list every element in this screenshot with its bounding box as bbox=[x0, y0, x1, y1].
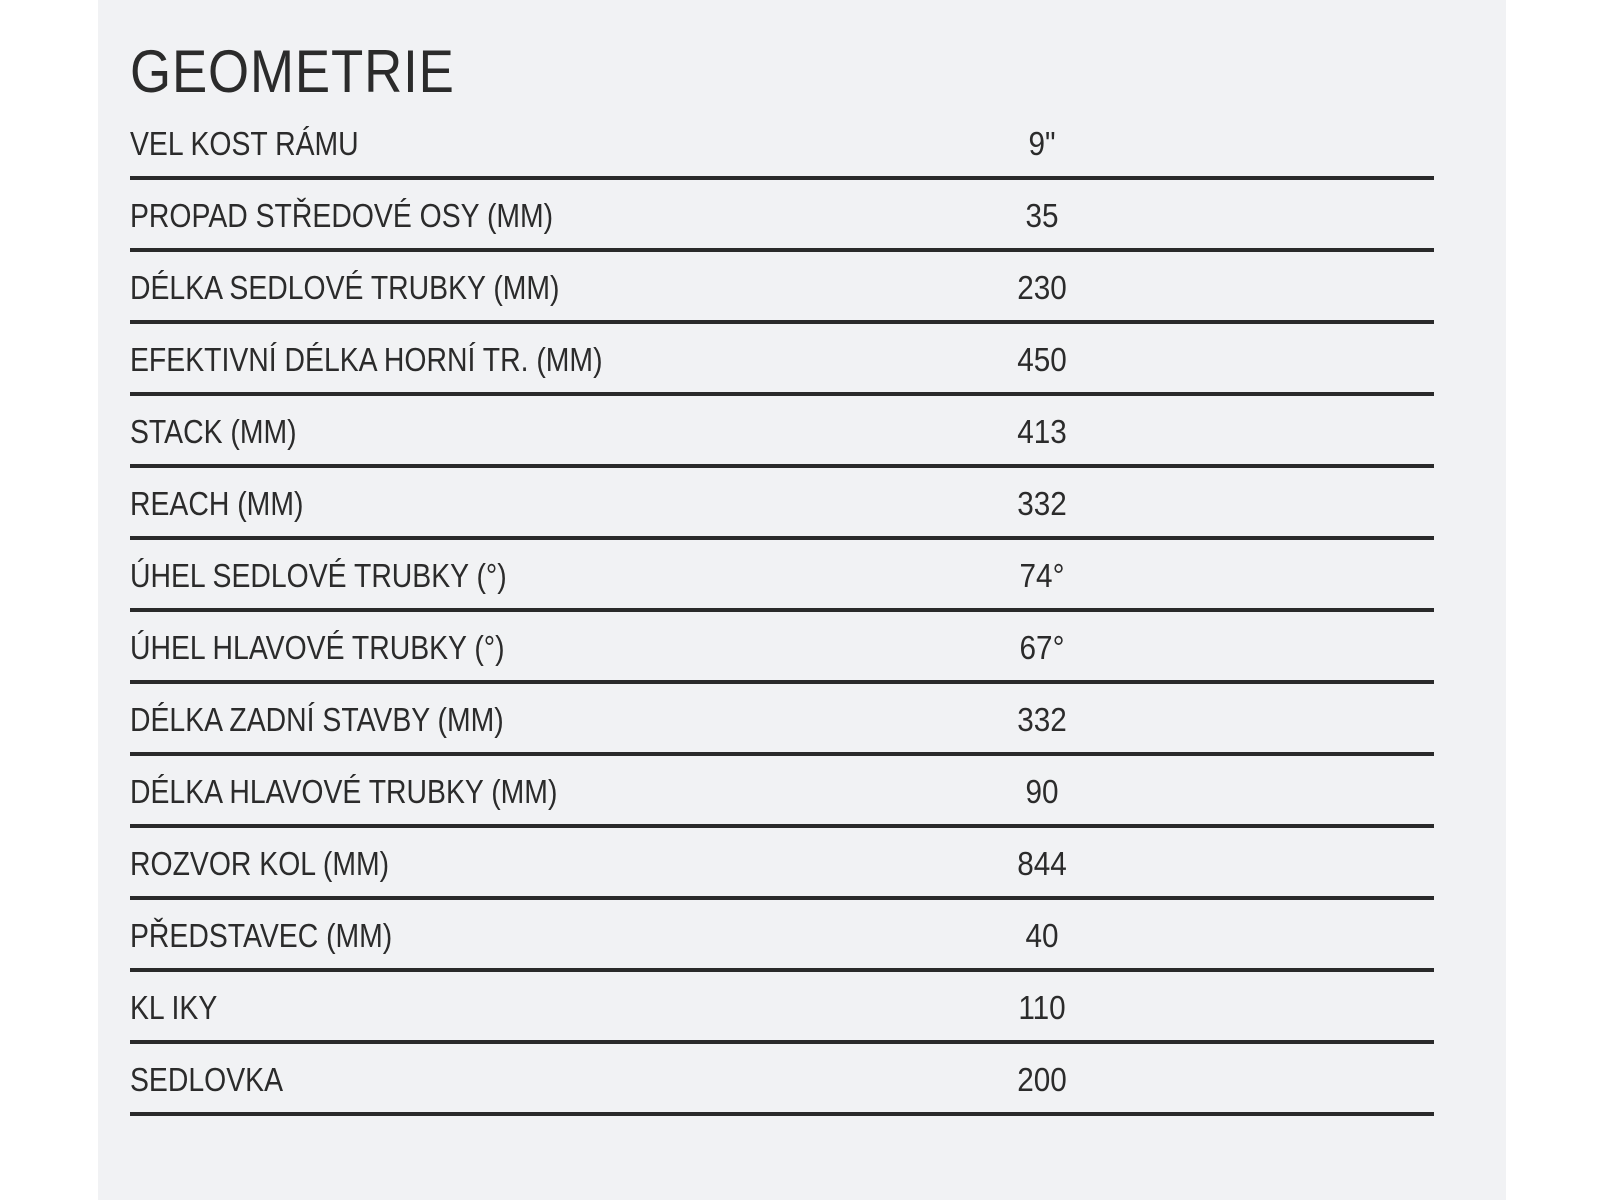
page-title: GEOMETRIE bbox=[130, 38, 455, 105]
table-row: STACK (MM) 413 bbox=[130, 396, 1434, 468]
table-row: DÉLKA ZADNÍ STAVBY (MM) 332 bbox=[130, 684, 1434, 756]
table-row: DÉLKA SEDLOVÉ TRUBKY (MM) 230 bbox=[130, 252, 1434, 324]
table-row: ÚHEL SEDLOVÉ TRUBKY (°) 74° bbox=[130, 540, 1434, 612]
table-row: KL IKY 110 bbox=[130, 972, 1434, 1044]
geometry-panel bbox=[98, 0, 1506, 1200]
geometry-table bbox=[130, 108, 1434, 1116]
row-label: PŘEDSTAVEC (MM) bbox=[130, 917, 393, 954]
table-row: ROZVOR KOL (MM) 844 bbox=[130, 828, 1434, 900]
table-row: ÚHEL HLAVOVÉ TRUBKY (°) 67° bbox=[130, 612, 1434, 684]
row-label: DÉLKA HLAVOVÉ TRUBKY (MM) bbox=[130, 773, 558, 810]
row-label: VEL KOST RÁMU bbox=[130, 125, 359, 162]
table-row: VEL KOST RÁMU 9" bbox=[130, 108, 1434, 180]
row-label: ROZVOR KOL (MM) bbox=[130, 845, 390, 882]
table-row: SEDLOVKA 200 bbox=[130, 1044, 1434, 1116]
row-label: DÉLKA ZADNÍ STAVBY (MM) bbox=[130, 701, 504, 738]
table-row: PROPAD STŘEDOVÉ OSY (MM) 35 bbox=[130, 180, 1434, 252]
row-label: EFEKTIVNÍ DÉLKA HORNÍ TR. (MM) bbox=[130, 341, 603, 378]
row-label: REACH (MM) bbox=[130, 485, 304, 522]
row-label: SEDLOVKA bbox=[130, 1061, 284, 1098]
row-label: DÉLKA SEDLOVÉ TRUBKY (MM) bbox=[130, 269, 560, 306]
row-label: PROPAD STŘEDOVÉ OSY (MM) bbox=[130, 197, 554, 234]
row-label: KL IKY bbox=[130, 989, 218, 1026]
table-row: EFEKTIVNÍ DÉLKA HORNÍ TR. (MM) 450 bbox=[130, 324, 1434, 396]
table-row: REACH (MM) 332 bbox=[130, 468, 1434, 540]
row-label: STACK (MM) bbox=[130, 413, 297, 450]
row-label: ÚHEL HLAVOVÉ TRUBKY (°) bbox=[130, 629, 505, 666]
table-row: PŘEDSTAVEC (MM) 40 bbox=[130, 900, 1434, 972]
row-label: ÚHEL SEDLOVÉ TRUBKY (°) bbox=[130, 557, 507, 594]
table-row: DÉLKA HLAVOVÉ TRUBKY (MM) 90 bbox=[130, 756, 1434, 828]
